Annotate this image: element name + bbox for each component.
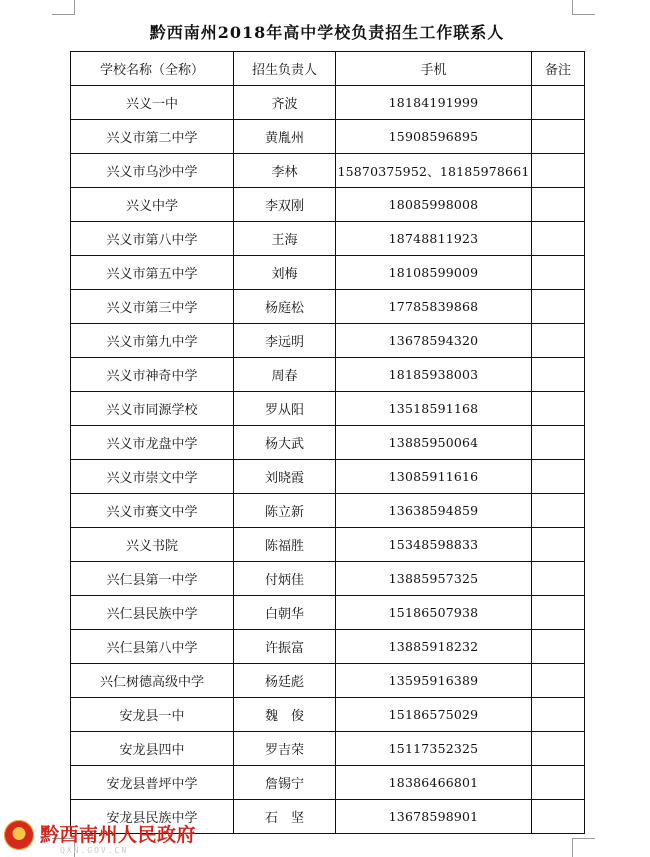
phone-cell: 13885957325	[336, 562, 532, 596]
notes-cell	[532, 426, 585, 460]
notes-cell	[532, 324, 585, 358]
table-row	[71, 392, 585, 426]
site-watermark	[0, 810, 197, 856]
table-row	[71, 120, 585, 154]
notes-cell	[532, 698, 585, 732]
notes-cell	[532, 664, 585, 698]
phone-cell: 13595916389	[336, 664, 532, 698]
table-row	[71, 732, 585, 766]
notes-cell	[532, 120, 585, 154]
school-cell: 兴义市第九中学	[71, 324, 234, 358]
header-contact: 招生负责人	[234, 52, 336, 86]
school-cell: 安龙县民族中学	[71, 800, 234, 834]
table-row	[71, 562, 585, 596]
notes-cell	[532, 222, 585, 256]
notes-cell	[532, 460, 585, 494]
table-row	[71, 494, 585, 528]
phone-cell: 13638594859	[336, 494, 532, 528]
contact-cell: 李远明	[234, 324, 336, 358]
contact-cell: 杨庭松	[234, 290, 336, 324]
phone-cell: 15908596895	[336, 120, 532, 154]
page-corner-mark-bottom-right	[572, 838, 595, 857]
phone-cell: 17785839868	[336, 290, 532, 324]
school-cell: 兴仁树德高级中学	[71, 664, 234, 698]
notes-cell	[532, 800, 585, 834]
school-cell: 兴义市第二中学	[71, 120, 234, 154]
contact-cell: 罗从阳	[234, 392, 336, 426]
phone-cell: 18085998008	[336, 188, 532, 222]
table-row	[71, 290, 585, 324]
notes-cell	[532, 86, 585, 120]
watermark-site-name: 黔西南州人民政府	[40, 824, 197, 846]
school-cell: 兴义一中	[71, 86, 234, 120]
school-cell: 兴仁县第一中学	[71, 562, 234, 596]
notes-cell	[532, 358, 585, 392]
contact-cell: 王海	[234, 222, 336, 256]
header-notes: 备注	[532, 52, 585, 86]
table-row	[71, 528, 585, 562]
contact-cell: 罗吉荣	[234, 732, 336, 766]
notes-cell	[532, 732, 585, 766]
header-school: 学校名称（全称）	[71, 52, 234, 86]
table-row	[71, 324, 585, 358]
page-corner-mark-top-left	[52, 0, 75, 15]
contact-cell: 刘梅	[234, 256, 336, 290]
notes-cell	[532, 630, 585, 664]
table-row	[71, 222, 585, 256]
phone-cell: 18386466801	[336, 766, 532, 800]
notes-cell	[532, 766, 585, 800]
notes-cell	[532, 528, 585, 562]
contact-cell: 黄胤州	[234, 120, 336, 154]
table-header-row	[71, 52, 585, 86]
school-cell: 兴义市赛文中学	[71, 494, 234, 528]
page-title: 黔西南州2018年高中学校负责招生工作联系人	[149, 23, 505, 42]
notes-cell	[532, 256, 585, 290]
table-row	[71, 426, 585, 460]
school-cell: 兴义书院	[71, 528, 234, 562]
phone-cell: 13885950064	[336, 426, 532, 460]
contact-cell: 杨大武	[234, 426, 336, 460]
contact-cell: 陈福胜	[234, 528, 336, 562]
school-cell: 兴义市同源学校	[71, 392, 234, 426]
watermark-domain: QXN.GOV.CN	[60, 846, 129, 855]
notes-cell	[532, 562, 585, 596]
phone-cell: 18184191999	[336, 86, 532, 120]
contact-cell: 周春	[234, 358, 336, 392]
table-row	[71, 188, 585, 222]
phone-cell: 13518591168	[336, 392, 532, 426]
contact-cell: 石 坚	[234, 800, 336, 834]
phone-cell: 13678594320	[336, 324, 532, 358]
notes-cell	[532, 290, 585, 324]
page-corner-mark-top-right	[572, 0, 595, 15]
contact-cell: 李林	[234, 154, 336, 188]
school-cell: 兴义市崇文中学	[71, 460, 234, 494]
phone-cell: 13085911616	[336, 460, 532, 494]
notes-cell	[532, 188, 585, 222]
contact-cell: 李双刚	[234, 188, 336, 222]
notes-cell	[532, 154, 585, 188]
table-row	[71, 698, 585, 732]
phone-cell: 15186575029	[336, 698, 532, 732]
school-cell: 兴仁县第八中学	[71, 630, 234, 664]
contact-cell: 杨廷彪	[234, 664, 336, 698]
phone-cell: 13678598901	[336, 800, 532, 834]
school-cell: 安龙县四中	[71, 732, 234, 766]
table-row	[71, 596, 585, 630]
phone-cell: 15186507938	[336, 596, 532, 630]
phone-cell: 18108599009	[336, 256, 532, 290]
contact-cell: 詹锡宁	[234, 766, 336, 800]
school-cell: 兴义市神奇中学	[71, 358, 234, 392]
school-cell: 安龙县普坪中学	[71, 766, 234, 800]
phone-cell: 15870375952、18185978661	[336, 154, 532, 188]
table-row	[71, 86, 585, 120]
school-cell: 兴义市龙盘中学	[71, 426, 234, 460]
notes-cell	[532, 392, 585, 426]
contact-cell: 许振富	[234, 630, 336, 664]
contact-cell: 齐波	[234, 86, 336, 120]
school-cell: 兴义市第五中学	[71, 256, 234, 290]
contact-cell: 白朝华	[234, 596, 336, 630]
national-emblem-icon	[4, 820, 34, 850]
contact-cell: 陈立新	[234, 494, 336, 528]
table-row	[71, 358, 585, 392]
table-row	[71, 664, 585, 698]
contact-cell: 付炳佳	[234, 562, 336, 596]
contacts-table	[70, 51, 585, 834]
school-cell: 安龙县一中	[71, 698, 234, 732]
school-cell: 兴义市乌沙中学	[71, 154, 234, 188]
school-cell: 兴义中学	[71, 188, 234, 222]
phone-cell: 13885918232	[336, 630, 532, 664]
notes-cell	[532, 494, 585, 528]
phone-cell: 15117352325	[336, 732, 532, 766]
contact-cell: 魏 俊	[234, 698, 336, 732]
school-cell: 兴义市第八中学	[71, 222, 234, 256]
notes-cell	[532, 596, 585, 630]
table-row	[71, 154, 585, 188]
table-row	[71, 460, 585, 494]
header-phone: 手机	[336, 52, 532, 86]
table-row	[71, 630, 585, 664]
table-row	[71, 766, 585, 800]
phone-cell: 18748811923	[336, 222, 532, 256]
school-cell: 兴仁县民族中学	[71, 596, 234, 630]
school-cell: 兴义市第三中学	[71, 290, 234, 324]
phone-cell: 18185938003	[336, 358, 532, 392]
phone-cell: 15348598833	[336, 528, 532, 562]
contact-cell: 刘晓霞	[234, 460, 336, 494]
table-row	[71, 256, 585, 290]
